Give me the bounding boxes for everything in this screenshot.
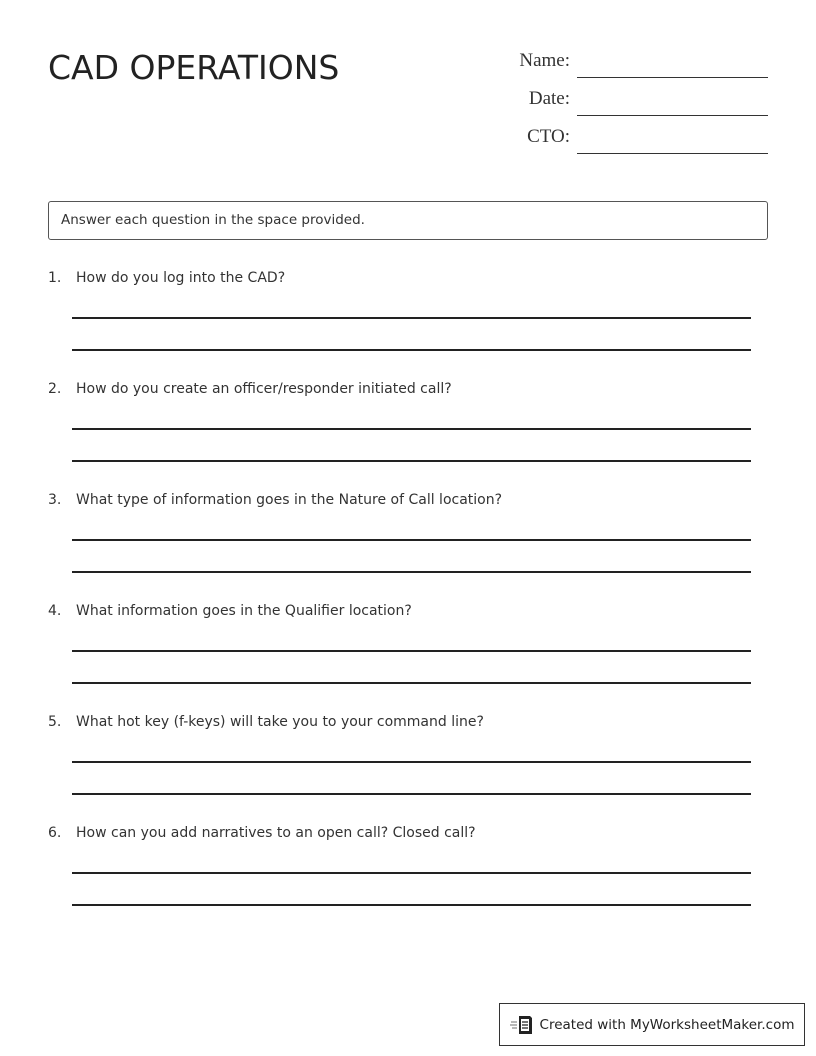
answer-line[interactable] bbox=[72, 650, 751, 652]
date-field[interactable] bbox=[500, 86, 768, 116]
question-number: 4. bbox=[48, 603, 62, 619]
cto-field[interactable] bbox=[500, 124, 768, 154]
answer-line[interactable] bbox=[72, 571, 751, 573]
question-text: How can you add narratives to an open call? Closed call? bbox=[76, 825, 476, 841]
question-text: How do you log into the CAD? bbox=[76, 270, 286, 286]
date-input-line[interactable] bbox=[577, 115, 768, 116]
cto-input-line[interactable] bbox=[577, 153, 768, 154]
cto-label: CTO: bbox=[527, 126, 570, 147]
question-text: What type of information goes in the Nature of Call location? bbox=[76, 492, 503, 508]
footer-credit[interactable] bbox=[499, 1003, 805, 1046]
answer-line[interactable] bbox=[72, 460, 751, 462]
answer-line[interactable] bbox=[72, 539, 751, 541]
answer-line[interactable] bbox=[72, 872, 751, 874]
footer-text: Created with MyWorksheetMaker.com bbox=[539, 1016, 795, 1033]
instructions-box bbox=[48, 201, 768, 240]
question-text: What information goes in the Qualifier location? bbox=[76, 603, 412, 619]
name-field[interactable] bbox=[500, 48, 768, 78]
question-number: 2. bbox=[48, 381, 62, 397]
answer-line[interactable] bbox=[72, 428, 751, 430]
question-text: What hot key (f-keys) will take you to your command line? bbox=[76, 714, 484, 730]
question-number: 3. bbox=[48, 492, 62, 508]
answer-line[interactable] bbox=[72, 904, 751, 906]
question-number: 1. bbox=[48, 270, 62, 286]
name-input-line[interactable] bbox=[577, 77, 768, 78]
worksheet-title: CAD OPERATIONS bbox=[48, 48, 340, 87]
answer-line[interactable] bbox=[72, 761, 751, 763]
question-text: How do you create an officer/responder initiated call? bbox=[76, 381, 452, 397]
instructions-text: Answer each question in the space provided. bbox=[61, 212, 365, 228]
answer-line[interactable] bbox=[72, 317, 751, 319]
question-number: 6. bbox=[48, 825, 62, 841]
worksheet-maker-logo-icon bbox=[510, 1014, 534, 1036]
name-label: Name: bbox=[519, 50, 570, 71]
question-number: 5. bbox=[48, 714, 62, 730]
answer-line[interactable] bbox=[72, 682, 751, 684]
answer-line[interactable] bbox=[72, 793, 751, 795]
answer-line[interactable] bbox=[72, 349, 751, 351]
date-label: Date: bbox=[528, 88, 570, 109]
